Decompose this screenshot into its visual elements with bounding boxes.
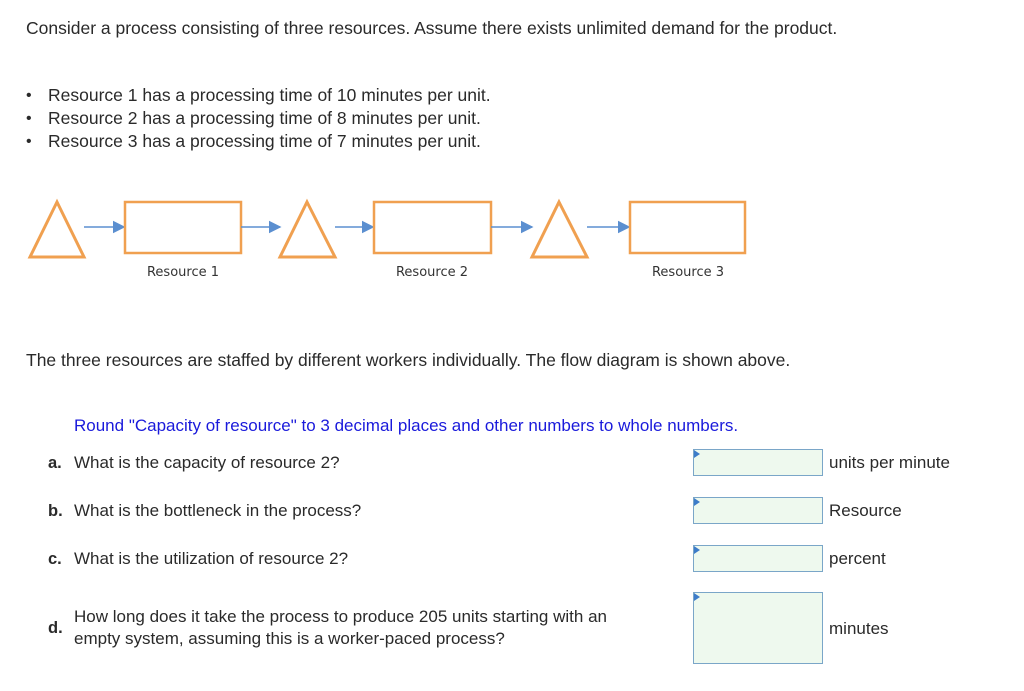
answer-a-input[interactable] (693, 449, 823, 476)
question-d-letter: d. (48, 619, 63, 637)
input-flag-icon (694, 546, 700, 554)
question-c-text: What is the utilization of resource 2? (74, 549, 349, 568)
input-flag-icon (694, 450, 700, 458)
answer-c-input[interactable] (693, 545, 823, 572)
answer-d-unit: minutes (829, 619, 889, 638)
resource-1-box (125, 202, 241, 253)
question-c-letter: c. (48, 550, 62, 568)
question-d-text-line2: empty system, assuming this is a worker-paced process? (74, 629, 505, 648)
answer-b-input[interactable] (693, 497, 823, 524)
resource-3-box (630, 202, 745, 253)
process-flow-diagram (0, 190, 1024, 290)
question-b-text: What is the bottleneck in the process? (74, 501, 362, 520)
resource-list (26, 84, 491, 153)
resource-3-label: Resource 3 (651, 265, 725, 280)
question-b-letter: b. (48, 502, 63, 520)
answer-c-unit: percent (829, 549, 886, 568)
answer-b-unit: Resource (829, 501, 902, 520)
question-d-text-line1: How long does it take the process to produce 205 units starting with an (74, 607, 607, 626)
input-flag-icon (694, 593, 700, 601)
list-item: • Resource 2 has a processing time of 8 minutes per unit. (26, 107, 491, 130)
input-flag-icon (694, 498, 700, 506)
intro-text: Consider a process consisting of three resources. Assume there exists unlimited demand for the product. (26, 18, 838, 38)
inventory-triangle-2 (280, 202, 335, 257)
resource-2-box (374, 202, 491, 253)
answer-a-unit: units per minute (829, 453, 950, 472)
list-item: • Resource 3 has a processing time of 7 minutes per unit. (26, 130, 491, 153)
list-item: • Resource 1 has a processing time of 10 minutes per unit. (26, 84, 491, 107)
resource-2-label: Resource 2 (395, 265, 469, 280)
answer-d-input[interactable] (693, 592, 823, 664)
inventory-triangle-1 (30, 202, 84, 257)
inventory-triangle-3 (532, 202, 587, 257)
resource-1-label: Resource 1 (146, 265, 220, 280)
staffing-text: The three resources are staffed by different workers individually. The flow diagram is shown above. (26, 350, 791, 370)
rounding-instruction: Round "Capacity of resource" to 3 decimal places and other numbers to whole numbers. (74, 416, 739, 435)
question-a-letter: a. (48, 454, 62, 472)
question-a-text: What is the capacity of resource 2? (74, 453, 340, 472)
